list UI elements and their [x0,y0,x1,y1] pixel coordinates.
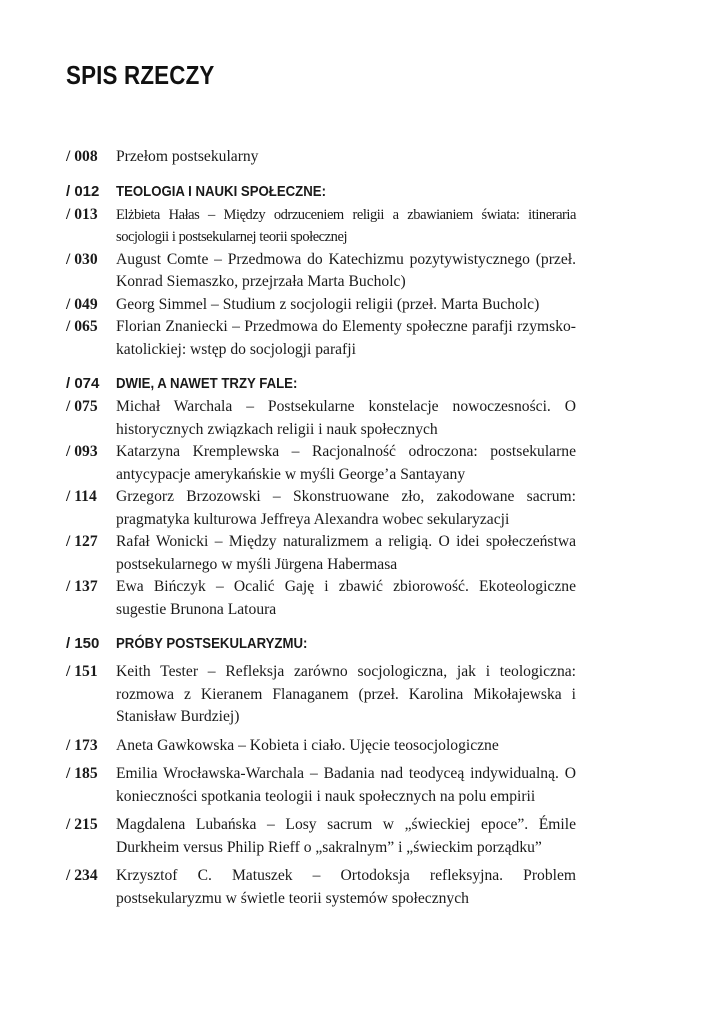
page-number: / 234 [66,867,98,884]
toc-entry [66,661,576,729]
page-number: / 065 [66,318,98,335]
entry-text: Krzysztof C. Matuszek – Ortodoksja refleksyjna. Problem postsekularyzmu w świetle teorii systemów społecznych [116,867,576,907]
entry-text: Ewa Bińczyk – Ocalić Gaję i zbawić zbiorowość. Ekoteologiczne sugestie Brunona Latoura [116,578,576,618]
entry-text: Elżbieta Hałas – Między odrzuceniem religii a zbawianiem świata: itineraria socjologii i postsekularnej teorii społecznej [116,206,576,245]
entry-text: Aneta Gawkowska – Kobieta i ciało. Ujęcie teosocjologiczne [116,736,499,754]
entry-text: Rafał Wonicki – Między naturalizmem a religią. O idei społeczeństwa postsekularnego w myśli Jürgena Habermasa [116,533,576,573]
section-title: PRÓBY POSTSEKULARYZMU: [116,635,308,652]
page-number: / 074 [66,375,100,392]
entry-text: Przełom postsekularny [116,148,259,165]
page-number: / 013 [66,205,98,223]
entry-text: Georg Simmel – Studium z socjologii religii (przeł. Marta Bucholc) [116,295,540,313]
page-number: / 173 [66,736,98,754]
table-of-contents [66,146,576,910]
toc-entry [66,865,576,910]
entry-text: Michał Warchala – Postsekularne konstelacje nowoczesności. O historycznych związkach religii i nauk społecznych [116,398,576,438]
page-number: / 030 [66,250,98,268]
toc-entry [66,146,576,169]
toc-entry [66,486,576,531]
section-title: DWIE, A NAWET TRZY FALE: [116,375,298,392]
section-heading [66,632,576,655]
page-number: / 114 [66,488,97,505]
entry-text: Grzegorz Brzozowski – Skonstruowane zło, zakodowane sacrum: pragmatyka kulturowa Jeffreya Alexandra wobec sekularyzacji [116,488,576,528]
page-number: / 151 [66,663,98,680]
toc-entry [66,249,576,294]
toc-entry [66,763,576,808]
toc-entry [66,814,576,859]
section-title: TEOLOGIA I NAUKI SPOŁECZNE: [116,182,326,200]
entry-text: Florian Znaniecki – Przedmowa do Elementy społeczne parafji rzymsko-katolickiej: wstęp do socjologji parafji [116,318,576,358]
entry-text: Katarzyna Kremplewska – Racjonalność odroczona: postsekularne antycypacje amerykańskie w myśli George’a Santayany [116,443,576,483]
entry-text: Keith Tester – Refleksja zarówno socjologiczna, jak i teologiczna: rozmowa z Kieranem Flanaganem (przeł. Karolina Mikołajewska i Stanisław Burdziej) [116,663,576,725]
page-number: / 012 [66,182,100,200]
page-number: / 185 [66,765,98,782]
toc-entry [66,531,576,576]
toc-entry [66,396,576,441]
entry-text: August Comte – Przedmowa do Katechizmu pozytywistycznego (przeł. Konrad Siemaszko, przejrzała Marta Bucholc) [116,250,576,290]
section-heading [66,180,576,203]
page-number: / 150 [66,635,100,652]
page-number: / 093 [66,443,98,460]
toc-entry [66,204,576,249]
page-title: SPIS RZECZY [66,60,215,90]
toc-entry [66,576,576,621]
page-number: / 137 [66,578,98,595]
page-number: / 049 [66,295,98,313]
page-number: / 075 [66,398,98,415]
toc-entry [66,441,576,486]
toc-entry [66,294,576,317]
toc-entry [66,316,576,361]
entry-text: Emilia Wrocławska-Warchala – Badania nad teodyceą indywidualną. O konieczności spotkania teologii i nauk społecznych na polu empirii [116,765,576,805]
page-number: / 127 [66,533,98,550]
section-heading [66,372,576,395]
toc-entry [66,735,576,758]
page-number: / 215 [66,816,98,833]
page-number: / 008 [66,148,98,165]
entry-text: Magdalena Lubańska – Losy sacrum w „świeckiej epoce”. Émile Durkheim versus Philip Rieff o „sakralnym” i „świeckim porządku” [116,816,576,856]
